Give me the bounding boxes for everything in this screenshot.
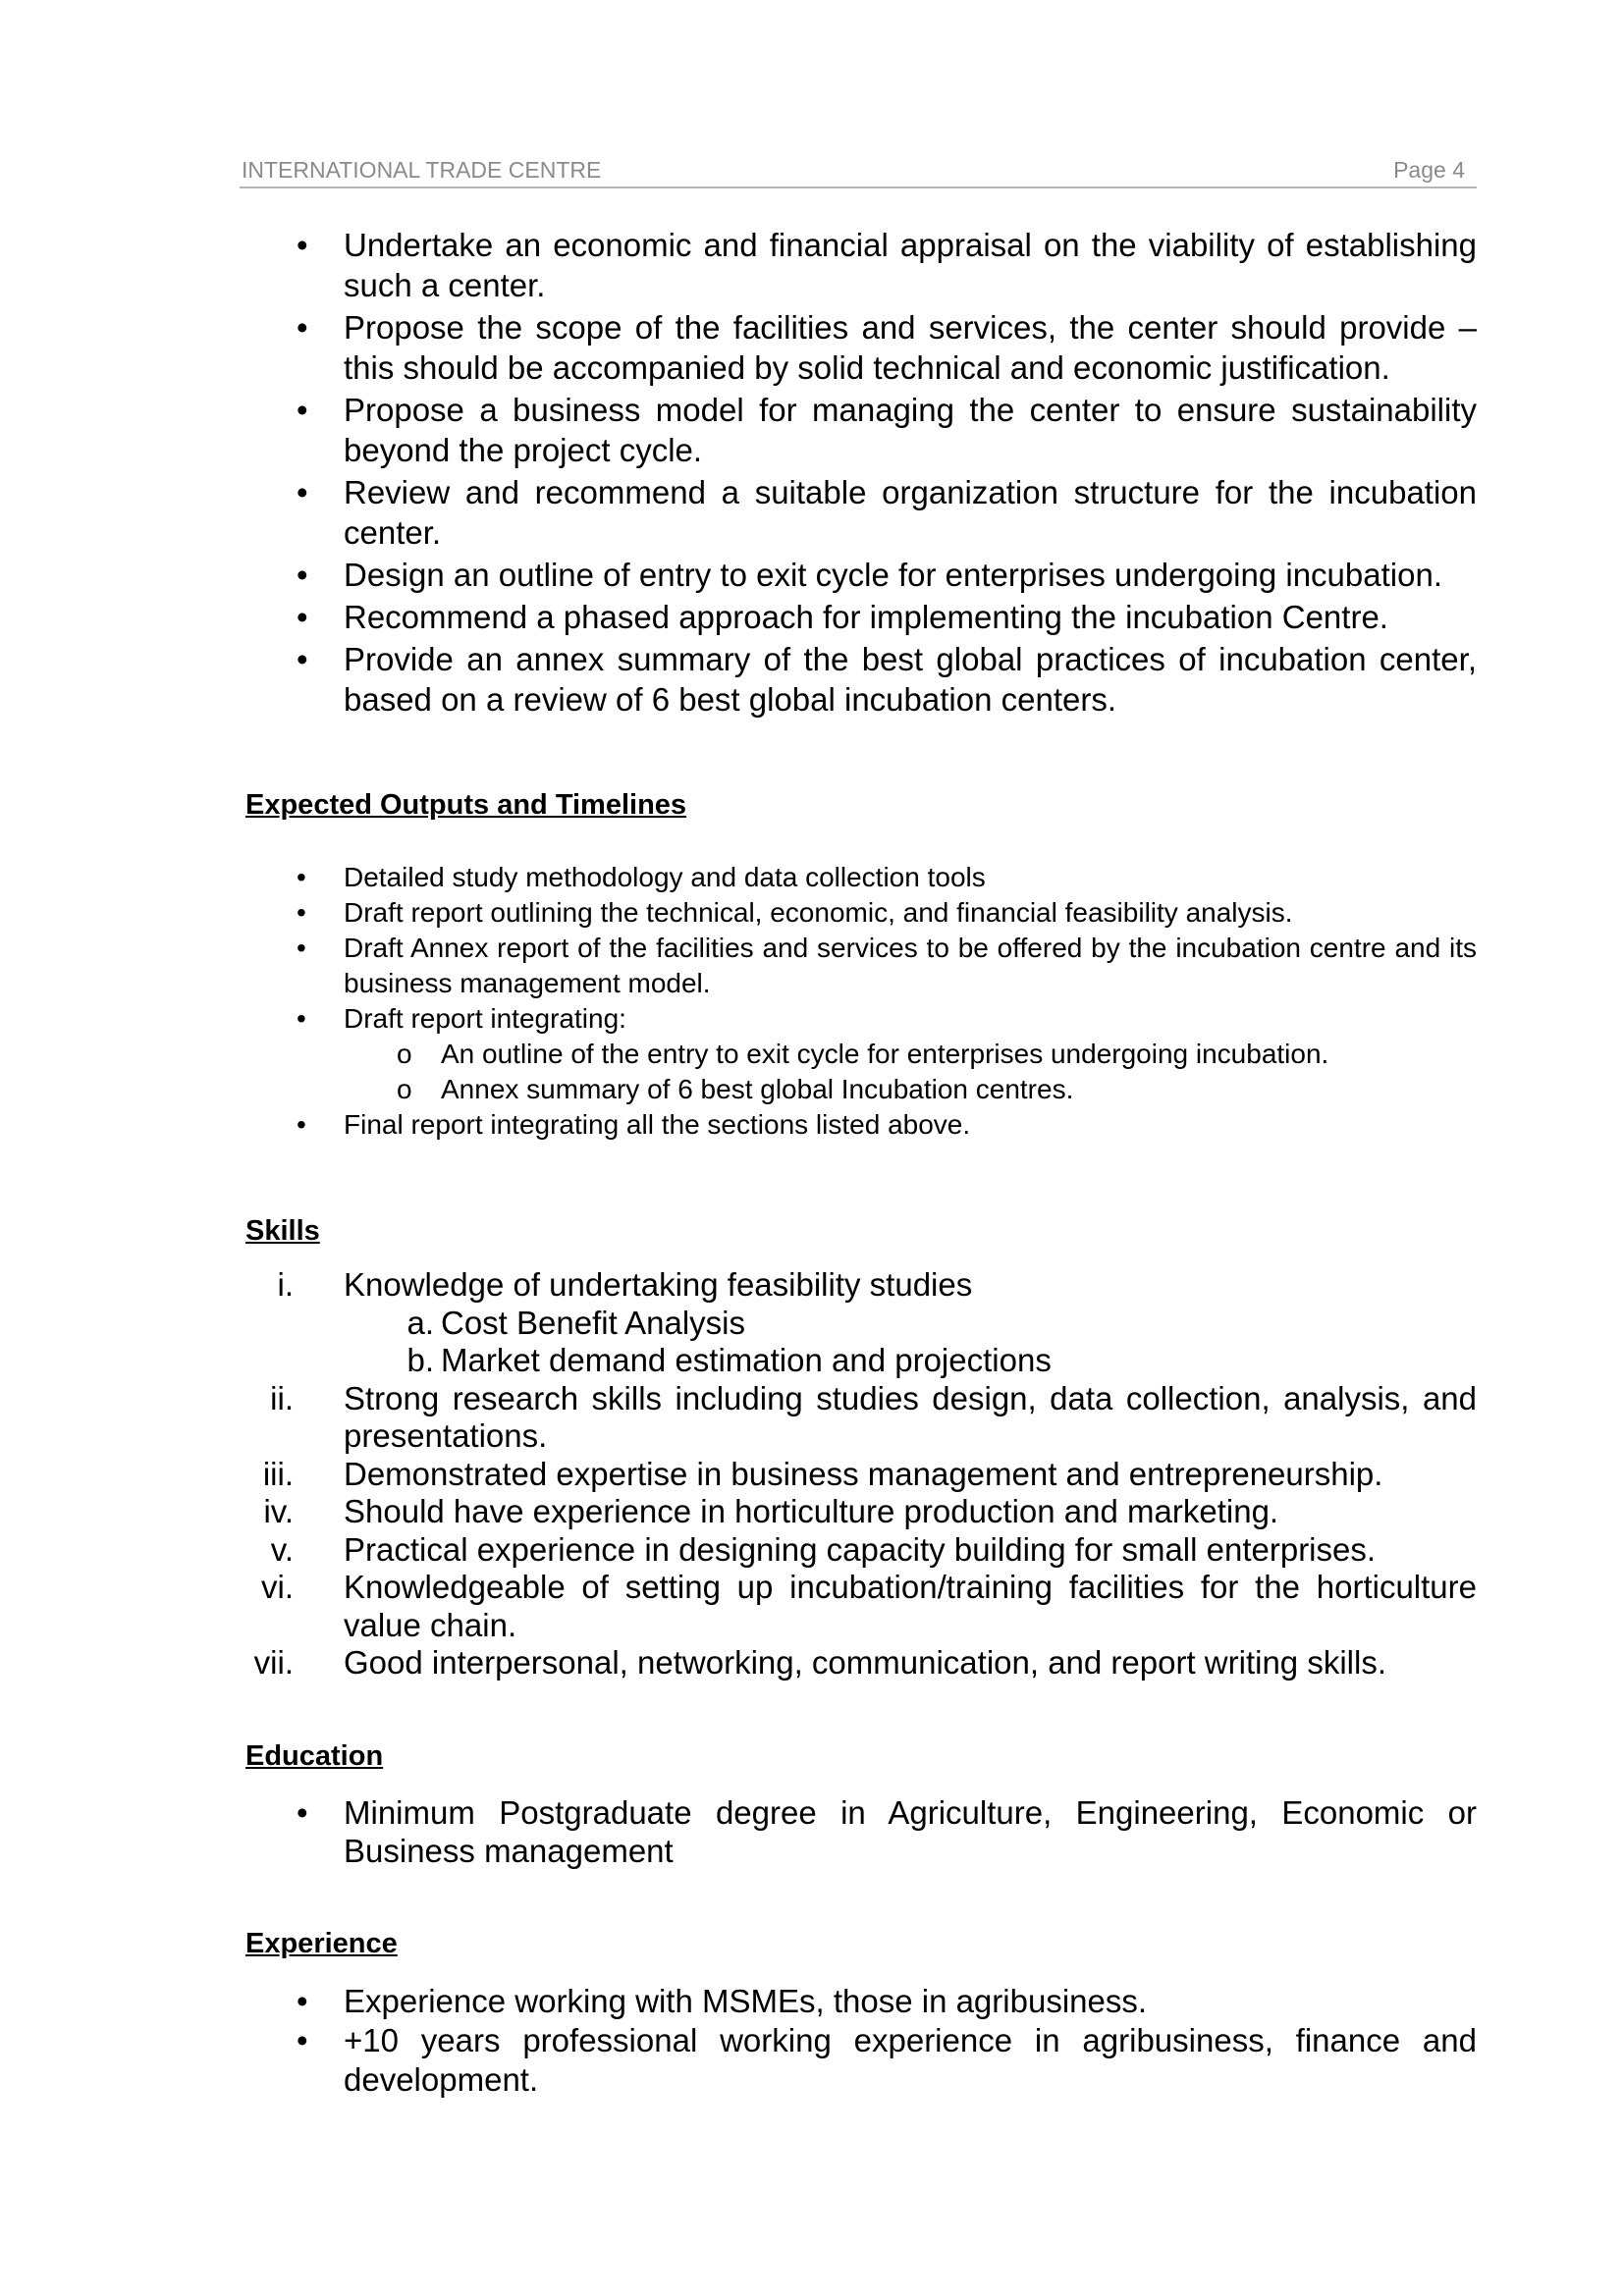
list-item: [240, 1493, 1477, 1531]
skills-list: [240, 1266, 1477, 1682]
page-header: [240, 153, 1477, 188]
list-item: [240, 1380, 1477, 1456]
skill-text: Strong research skills including studies design, data collection, analysis, and presentations.: [344, 1379, 1477, 1454]
section-heading-outputs: Expected Outputs and Timelines: [245, 789, 687, 821]
output-text: Final report integrating all the sections listed above.: [344, 1109, 971, 1140]
header-org-name: INTERNATIONAL TRADE CENTRE: [242, 157, 602, 183]
list-item: [240, 931, 1477, 1001]
task-text: Recommend a phased approach for implementing the incubation Centre.: [344, 599, 1388, 635]
skill-subtext: Market demand estimation and projections: [441, 1342, 1052, 1378]
skill-subtext: Cost Benefit Analysis: [441, 1304, 745, 1341]
item-number: i.: [277, 1266, 294, 1303]
output-subtext: Annex summary of 6 best global Incubation centres.: [441, 1074, 1074, 1104]
list-item: [240, 225, 1477, 305]
bullet-icon: •: [297, 1794, 308, 1831]
section-heading-education: Education: [245, 1740, 384, 1772]
skill-text: Good interpersonal, networking, communication, and report writing skills.: [344, 1644, 1386, 1681]
output-subtext: An outline of the entry to exit cycle for enterprises undergoing incubation.: [441, 1039, 1329, 1069]
circle-bullet-icon: o: [397, 1039, 412, 1069]
list-item: [240, 1644, 1477, 1682]
list-item: [240, 555, 1477, 595]
list-item: [240, 1107, 1477, 1143]
skill-text: Demonstrated expertise in business management and entrepreneurship.: [344, 1455, 1383, 1492]
output-text: Detailed study methodology and data collection tools: [344, 862, 986, 892]
item-number: ii.: [270, 1379, 294, 1416]
outputs-list: [240, 860, 1477, 1143]
bullet-icon: •: [297, 474, 308, 510]
header-page-number: Page 4: [1393, 157, 1465, 183]
item-number: vi.: [261, 1569, 294, 1605]
item-number: vii.: [253, 1644, 294, 1681]
list-item: [240, 1456, 1477, 1494]
list-item: [240, 597, 1477, 637]
task-text: Undertake an economic and financial appraisal on the viability of establishing such a center.: [344, 227, 1477, 303]
list-item: [240, 390, 1477, 470]
list-item: [240, 1001, 1477, 1037]
bullet-icon: •: [297, 862, 306, 892]
education-text: Minimum Postgraduate degree in Agriculture, Engineering, Economic or Business management: [344, 1794, 1477, 1869]
item-number: iv.: [263, 1493, 294, 1529]
bullet-icon: •: [297, 599, 308, 635]
list-item: [240, 639, 1477, 720]
item-number: iii.: [262, 1455, 294, 1492]
education-list: [240, 1794, 1477, 1870]
task-text: Design an outline of entry to exit cycle for enterprises undergoing incubation.: [344, 557, 1442, 593]
task-text: Provide an annex summary of the best global practices of incubation center, based on a review of 6 best global incubation centers.: [344, 641, 1477, 718]
bullet-icon: •: [297, 897, 306, 928]
item-number: v.: [270, 1530, 294, 1568]
item-letter: b.: [406, 1342, 434, 1378]
section-heading-experience: Experience: [245, 1928, 398, 1959]
bullet-icon: •: [297, 1109, 306, 1140]
skill-text: Practical experience in designing capacity building for small enterprises.: [344, 1530, 1377, 1568]
output-text: Draft Annex report of the facilities and services to be offered by the incubation centre and its business management model.: [344, 933, 1477, 998]
section-heading-skills: Skills: [245, 1215, 320, 1247]
task-text: Review and recommend a suitable organization structure for the incubation center.: [344, 474, 1477, 551]
item-letter: a.: [406, 1304, 434, 1341]
skill-text: Should have experience in horticulture production and marketing.: [344, 1493, 1279, 1529]
list-item: [240, 307, 1477, 388]
task-text: Propose a business model for managing the center to ensure sustainability beyond the project cycle.: [344, 392, 1477, 468]
experience-text: +10 years professional working experience in agribusiness, finance and development.: [344, 2022, 1477, 2098]
task-list: [240, 225, 1477, 720]
sub-list-item: [240, 1342, 1477, 1380]
sub-list-item: [240, 1305, 1477, 1343]
output-text: Draft report integrating:: [344, 1003, 626, 1034]
list-item: [240, 1266, 1477, 1305]
circle-bullet-icon: o: [397, 1074, 412, 1104]
list-item: [240, 1794, 1477, 1870]
list-item: [240, 472, 1477, 553]
experience-list: [240, 1982, 1477, 2100]
skill-text: Knowledgeable of setting up incubation/training facilities for the horticulture value chain.: [344, 1569, 1477, 1643]
bullet-icon: •: [297, 557, 308, 593]
bullet-icon: •: [297, 933, 306, 963]
experience-text: Experience working with MSMEs, those in agribusiness.: [344, 1983, 1148, 2019]
list-item: [240, 1531, 1477, 1570]
bullet-icon: •: [297, 2022, 308, 2058]
bullet-icon: •: [297, 1003, 306, 1034]
list-item: [240, 860, 1477, 895]
list-item: [240, 1569, 1477, 1644]
bullet-icon: •: [297, 1983, 308, 2019]
output-text: Draft report outlining the technical, economic, and financial feasibility analysis.: [344, 897, 1293, 928]
list-item: [240, 895, 1477, 931]
sub-list-item: [240, 1037, 1477, 1072]
bullet-icon: •: [297, 641, 308, 677]
bullet-icon: •: [297, 309, 308, 346]
bullet-icon: •: [297, 227, 308, 263]
list-item: [240, 1982, 1477, 2021]
sub-list-item: [240, 1072, 1477, 1107]
skill-text: Knowledge of undertaking feasibility studies: [344, 1266, 973, 1303]
list-item: [240, 2021, 1477, 2100]
bullet-icon: •: [297, 392, 308, 428]
task-text: Propose the scope of the facilities and services, the center should provide – this should be accompanied by solid technical and economic justification.: [344, 309, 1477, 386]
